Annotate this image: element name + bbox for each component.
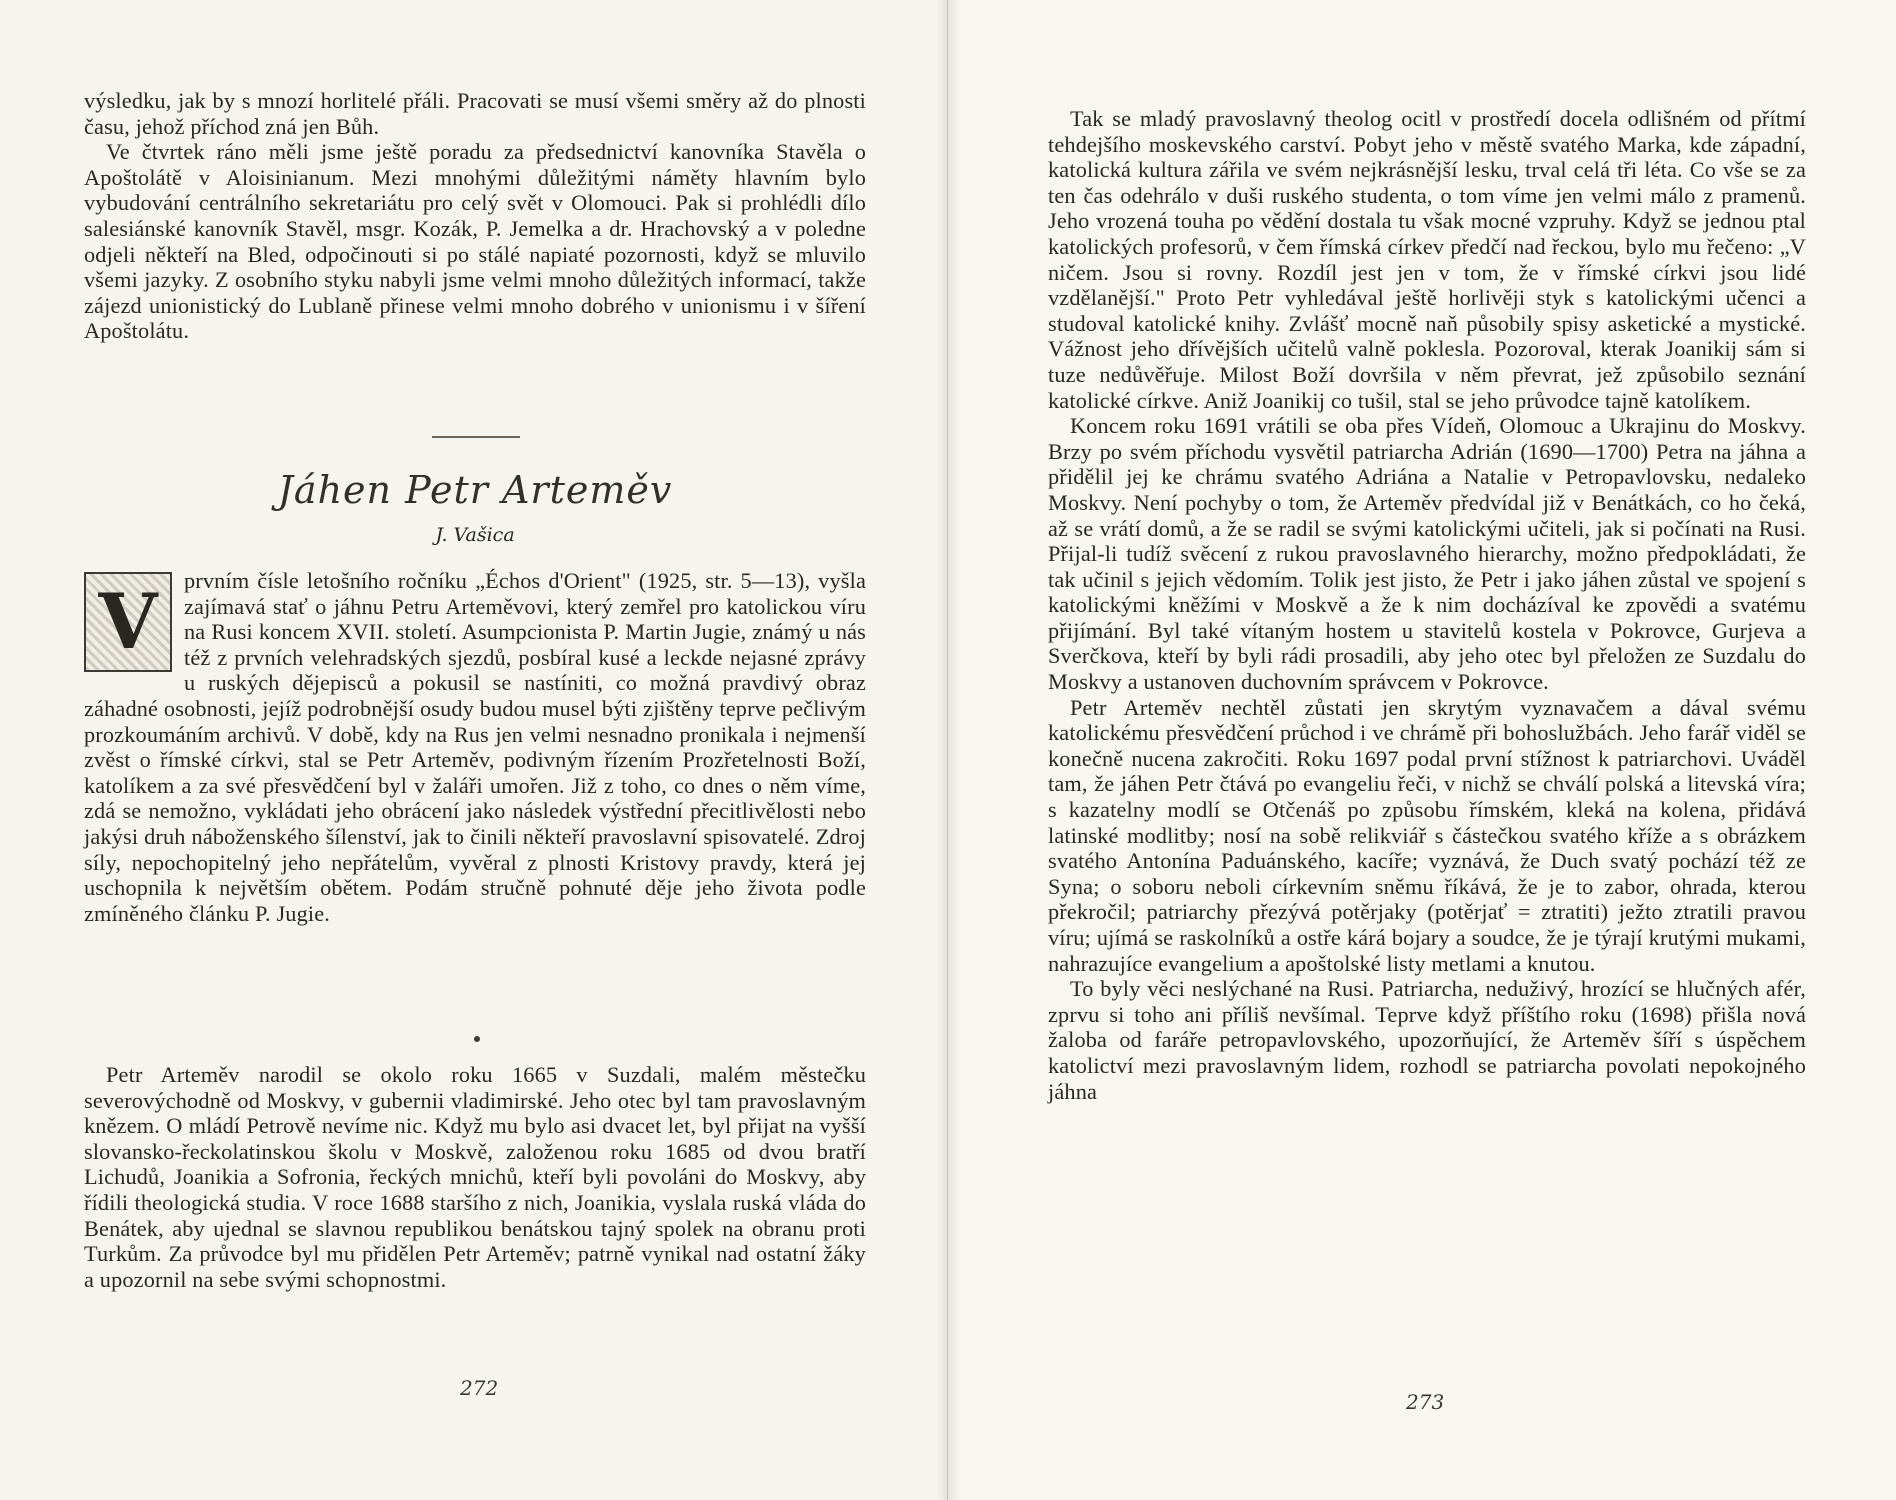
lead-paragraph: prvním čísle letošního ročníku „Échos d'Orient" (1925, str. 5—13), vyšla zajímavá stať o jáhnu Petru Arteměvovi, který zemřel pro katolickou víru na Rusi koncem XVII. století. Asumpcionista P. Martin Jugie, známý u nás též z prvních velehradských sjezdů, posbíral kusé a leckde nejasné zprávy u ruských dějepisců a pokusil se nastíniti, co možná pravdivý obraz záhadné osobnosti, jejíž podrobnější osudy budou musel býti zjištěny teprve pečlivým prozkoumáním archivů. V době, kdy na Rus jen velmi nesnadno pronikala i nejmenší zvěst o římské církvi, stal se Petr Arteměv, podivným řízením Prozřetelnosti Boží, katolíkem a za své přesvědčení byl v žaláři umořen. Již z toho, co dnes o něm víme, zdá se nemožno, vykládati jeho obrácení jako následek výstřední přecitlivělosti nebo jakýsi druh náboženského šílenství, jak to činili někteří pravoslavní spisovatelé. Zdroj síly, nepochopitelný jeho nepřátelům, vyvěral z plnosti Kristovy pravdy, která jej uschopnila k největším obětem. Podám stručně pohnuté děje jeho života podle zmíněného článku P. Jugie. [84, 568, 866, 926]
page-number-right: 273 [1406, 1390, 1445, 1414]
intro-paragraph-2: Ve čtvrtek ráno měli jsme ještě poradu za předsednictví kanovníka Stavěla o Apoštolátě v Aloisinianum. Mezi mnohými důležitými náměty hlavním bylo vybudování centrálního sekretariátu pro celý svět v Olomouci. Pak si prohlédli dílo salesiánské kanovník Stavěl, msgr. Kozák, P. Jemelka a dr. Hrachovský a v poledne odjeli někteří na Bled, odpočinouti si po stálé napiaté pozornosti, když se mluvilo všemi jazyky. Z osobního styku nabyli jsme velmi mnoho důležitých informací, takže zájezd unionistický do Lublaně přinese velmi mnoho dobrého v unionismu i v šíření Apoštolátu. [84, 139, 866, 344]
page-number-left: 272 [460, 1376, 499, 1400]
article-title: Jáhen Petr Arteměv [277, 468, 673, 512]
right-page [948, 0, 1896, 1500]
right-paragraph-4: To byly věci neslýchané na Rusi. Patriarcha, neduživý, hrozící se hlučných afér, zprvu si toho ani příliš nevšímal. Teprve když příštího roku (1698) přišla nová žaloba od faráře petropavlovského, upozorňující, že Arteměv šíří s úspěchem katolictví mezi pravoslavným lidem, rozhodl se patriarcha povolati nepokojného jáhna [1048, 976, 1806, 1104]
article-heading [84, 468, 866, 546]
section-paragraph: Petr Arteměv narodil se okolo roku 1665 v Suzdali, malém městečku severovýchodně od Moskvy, v gubernii vladimirské. Jeho otec byl tam pravoslavným knězem. O mládí Petrově nevíme nic. Když mu bylo asi dvacet let, byl přijat na vyšší slovansko-řeckolatinskou školu v Moskvě, založenou roku 1685 od dvou bratří Lichudů, Joanikia a Sofronia, řeckých mnichů, kteří byli povoláni do Moskvy, aby řídili theologická studia. V roce 1688 staršího z nich, Joanikia, vyslala ruská vláda do Benátek, aby ujednal se slavnou republikou benátskou tajný spolek na obranu proti Turkům. Za průvodce byl mu přidělen Petr Arteměv; patrně vynikal nad ostatní žáky a upozornil na sebe svými schopnostmi. [84, 1062, 866, 1292]
article-author: J. Vašica [435, 524, 515, 546]
right-paragraph-3: Petr Arteměv nechtěl zůstati jen skrytým vyznavačem a dával svému katolickému přesvědčení průchod i ve chrámě při bohoslužbách. Jeho farář viděl se konečně nucena zakročiti. Roku 1697 podal první stížnost k patriarchovi. Uváděl tam, že jáhen Petr čtává po evangeliu řeči, v nichž se chválí polská a litevská víra; s kazatelny modlí se Otčenáš po způsobu římském, kleká na kolena, přidává latinské modlitby; nosí na sobě relikviář s částečkou svatého kříže a s obrázkem svatého Antonína Paduánského, kacíře; vyznává, že Duch svatý pochází též ze Syna; o soboru neboli církevním sněmu říkává, že je to zabor, ohrada, kterou překročil; patriarchy přezývá potěrjaky (potěrjať = ztratiti) ježto ztratili pravou víru; ujímá se raskolníků a ostře kárá bojary a soudce, že je týrají krutými mukami, nahrazujíce evangelium a apoštolské listy metlami a knutou. [1048, 694, 1806, 976]
right-paragraph-1: Tak se mladý pravoslavný theolog ocitl v prostředí docela odlišném od přítmí tehdejšího moskevského carství. Pobyt jeho v městě svatého Marka, kde západní, katolická kultura zářila ve svém nejkrásnější lesku, trval celá tři léta. Co vše se za ten čas odehrálo v duši ruského studenta, o tom víme jen velmi málo z pramenů. Jeho vrozená touha po vědění dostala tu však mocné vzpruhy. Když se jednou ptal katolických profesorů, v čem římská církev předčí nad řeckou, bylo mu řečeno: „V ničem. Jsou si rovny. Rozdíl jest jen v tom, že v římské církvi jsou lidé vzdělanější." Proto Petr vyhledával ještě horlivěji styk s katolickými učenci a studoval katolické knihy. Zvlášť mocně naň působily spisy asketické a mystické. Vážnost jeho dřívějších učitelů valně poklesla. Pozoroval, kterak Joanikij sám si tuze nedůvěřuje. Milost Boží dovršila v něm převrat, jež způsobilo seznání katolické církve. Aniž Joanikij co tušil, stal se jeho průvodce tajně katolíkem. [1048, 106, 1806, 413]
intro-text [84, 88, 866, 344]
section-bullet [474, 1036, 480, 1042]
intro-paragraph-1: výsledku, jak by s mnozí horlitelé přáli. Pracovati se musí všemi směry až do plnosti času, jehož příchod zná jen Bůh. [84, 88, 866, 139]
right-paragraph-2: Koncem roku 1691 vrátili se oba přes Vídeň, Olomouc a Ukrajinu do Moskvy. Brzy po svém příchodu vysvětil patriarcha Adrián (1690—1700) Petra na jáhna a přidělil jej ke chrámu svatého Adriána a Natalie v Petropavlovsku, nedaleko Moskvy. Není pochyby o tom, že Arteměv předvídal již v Benátkách, co ho čeká, až se vrátí domů, a že se radil se svými katolickými učiteli, jak si počínati na Rusi. Přijal-li tudíž svěcení z rukou pravoslavného hierarchy, možno předpokládati, že tak učinil s jejich vědomím. Tolik jest jisto, že Petr i jako jáhen zůstal ve spojení s katolickými kněžími v Moskvě a že k nim docházíval ke zpovědi a svatému přijímání. Byl také vítaným hostem u stavitelů kostela v Pokrovce, Gurjeva a Sverčkova, kteří by byli rádi prosadili, aby jeho otec byl přeložen ze Suzdalu do Moskvy a ustanoven duchovním správcem v Pokrovce. [1048, 413, 1806, 695]
section-divider [432, 436, 520, 438]
right-text [1048, 106, 1806, 1104]
lead-text [84, 568, 866, 926]
drop-cap-initial: V [84, 572, 172, 672]
section-text [84, 1062, 866, 1292]
